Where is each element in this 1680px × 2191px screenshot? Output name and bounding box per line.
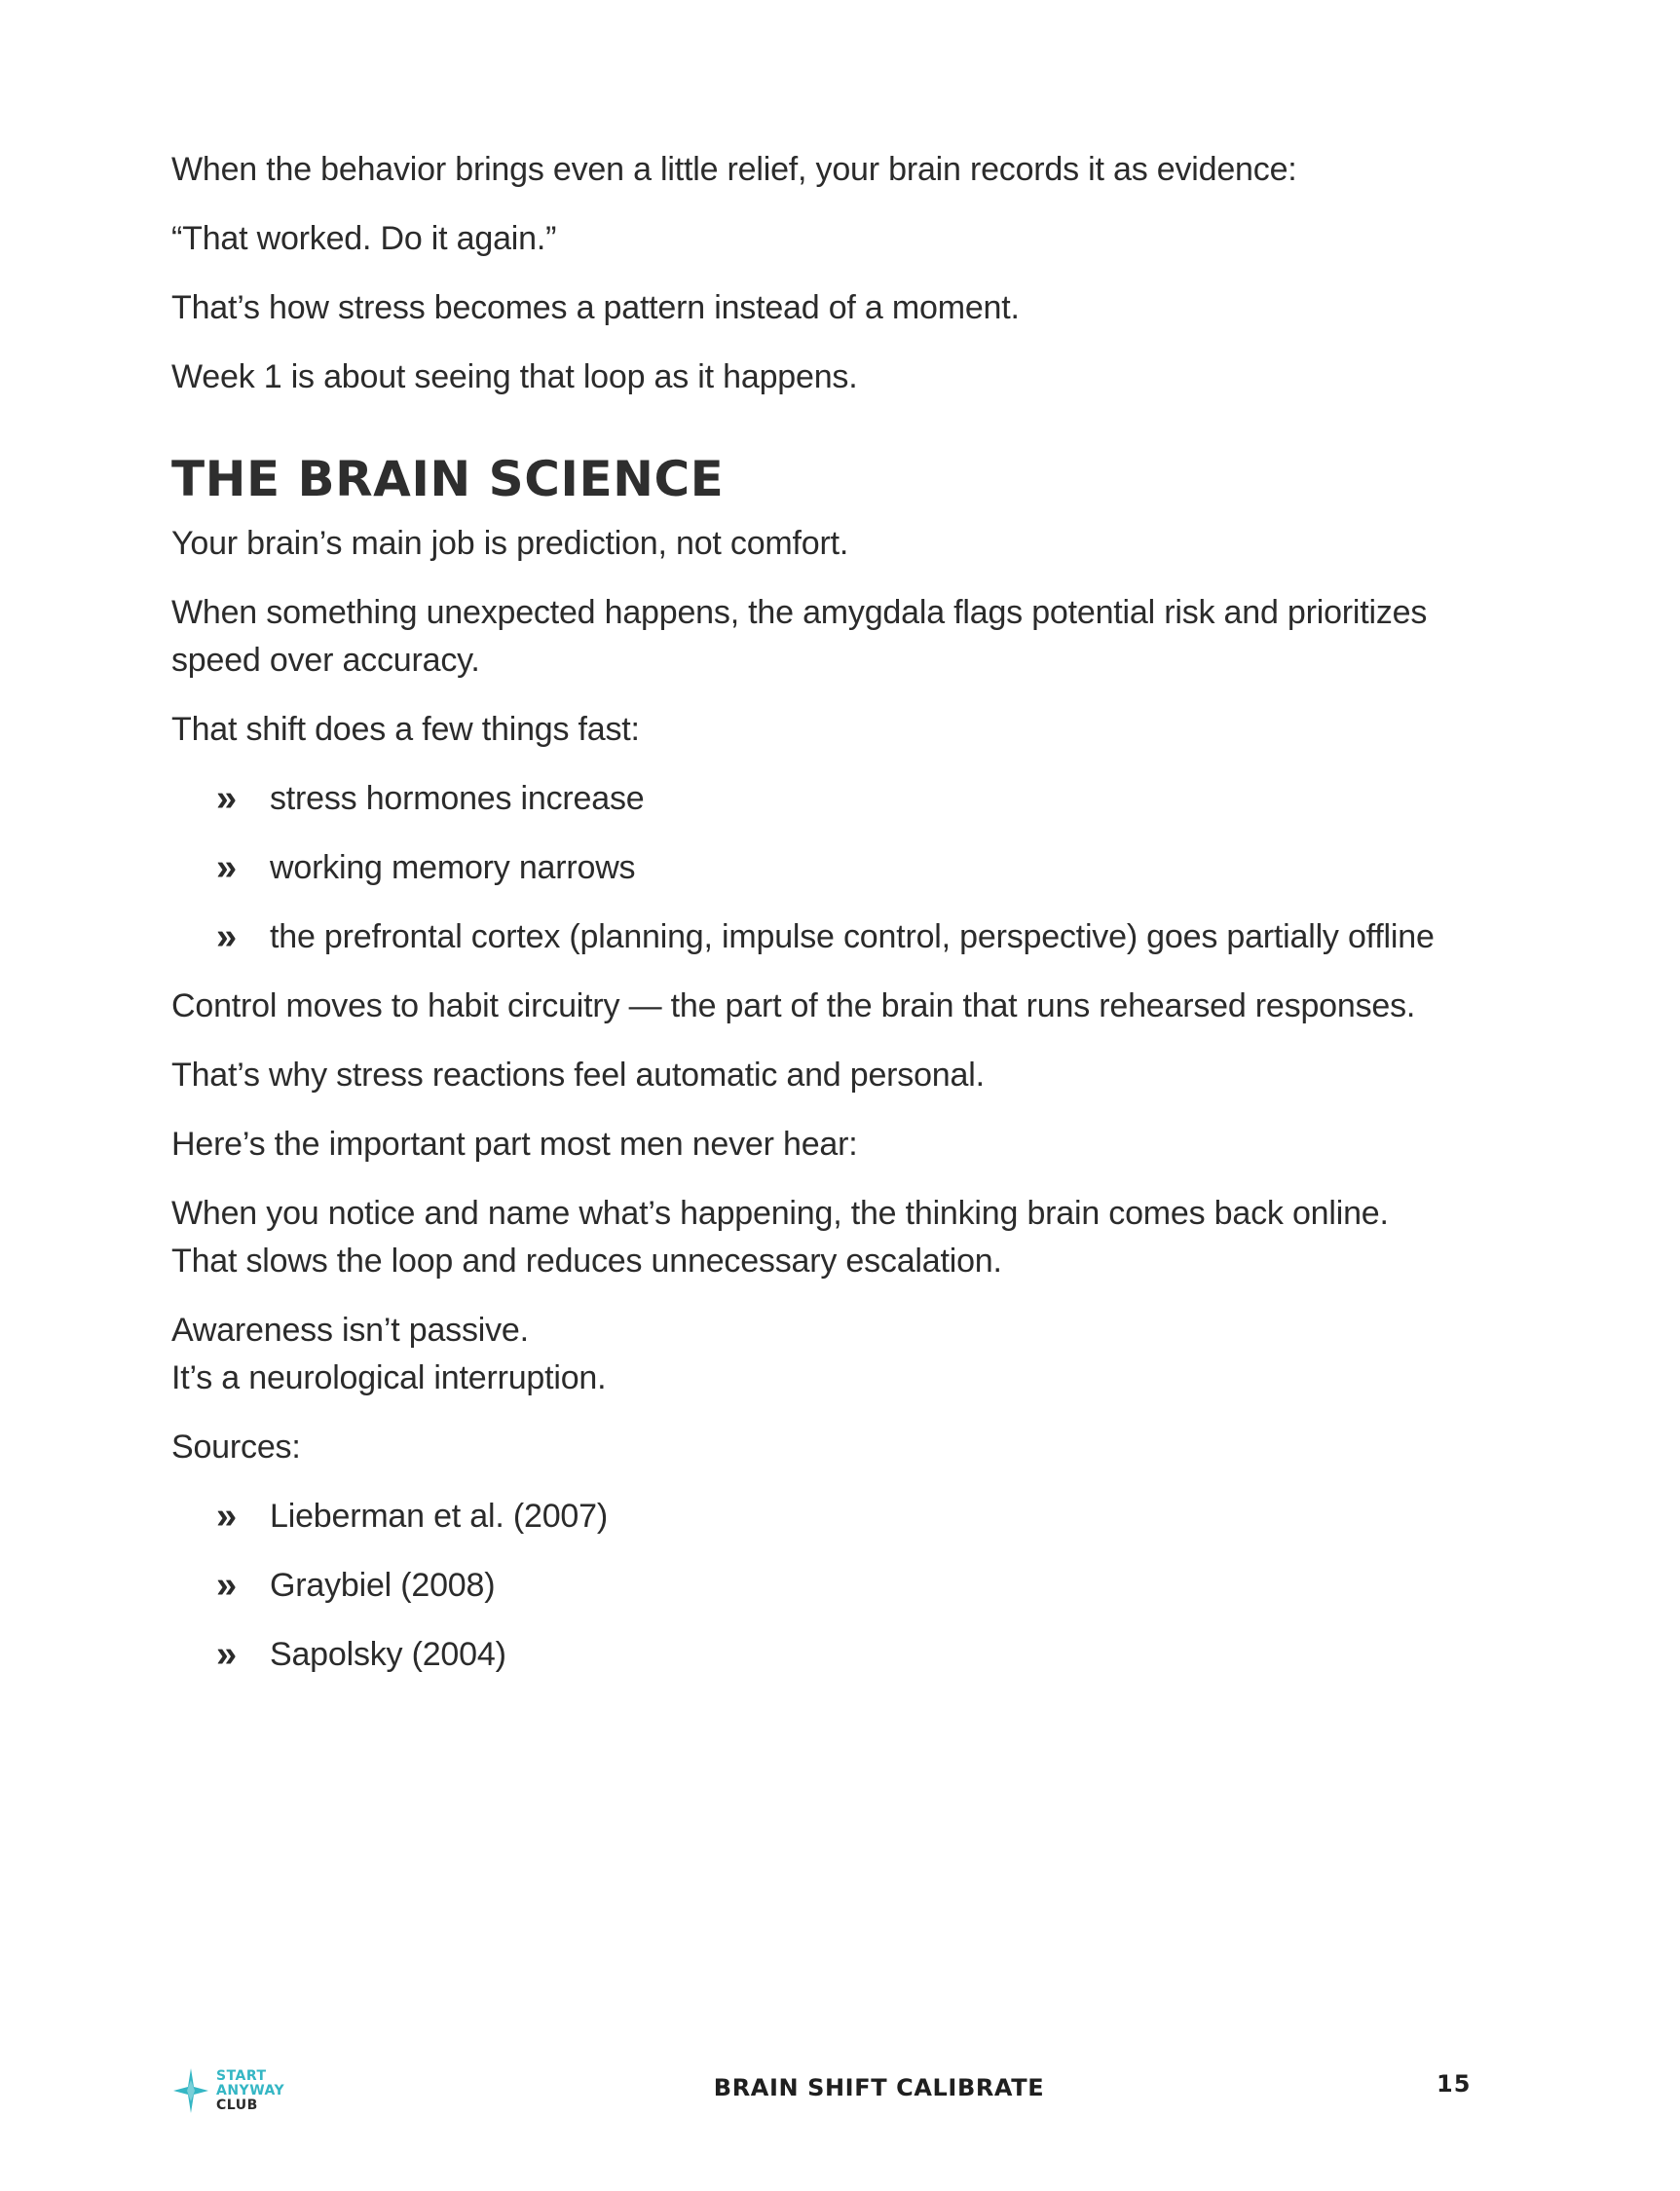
double-chevron-icon: »	[216, 847, 237, 888]
double-chevron-icon: »	[216, 1634, 237, 1675]
logo-line-club: CLUB	[216, 2097, 258, 2113]
page-content	[171, 146, 1515, 1700]
science-paragraph-7-line-1: When you notice and name what’s happening, the thinking brain comes back online.	[171, 1195, 1389, 1232]
effect-text: stress hormones increase	[270, 780, 645, 817]
list-item	[171, 1562, 1515, 1610]
page-number: 15	[1437, 2070, 1472, 2098]
science-paragraph-7	[171, 1190, 1515, 1285]
logo-line-start: START	[216, 2067, 267, 2084]
effect-text: the prefrontal cortex (planning, impulse control, perspective) goes partially offline	[270, 918, 1435, 955]
sources-label: Sources:	[171, 1429, 301, 1466]
double-chevron-icon: »	[216, 916, 237, 957]
science-paragraph-7-line-2: That slows the loop and reduces unnecessary escalation.	[171, 1243, 1002, 1280]
intro-paragraph-4: Week 1 is about seeing that loop as it happens.	[171, 358, 858, 395]
intro-paragraph-3: That’s how stress becomes a pattern instead of a moment.	[171, 289, 1020, 326]
science-paragraph-2: When something unexpected happens, the amygdala flags potential risk and prioritizes speed over accuracy.	[171, 594, 1428, 679]
logo-line-anyway: ANYWAY	[216, 2082, 285, 2098]
science-paragraph-8-line-1: Awareness isn’t passive.	[171, 1312, 529, 1349]
science-paragraph-4: Control moves to habit circuitry — the part of the brain that runs rehearsed responses.	[171, 987, 1416, 1024]
science-paragraph-6: Here’s the important part most men never hear:	[171, 1126, 858, 1163]
double-chevron-icon: »	[216, 1565, 237, 1606]
intro-paragraph-1: When the behavior brings even a little relief, your brain records it as evidence:	[171, 151, 1297, 188]
intro-quote: “That worked. Do it again.”	[171, 220, 557, 257]
footer-title: BRAIN SHIFT CALIBRATE	[713, 2074, 1045, 2101]
list-item	[171, 844, 1515, 892]
effect-text: working memory narrows	[270, 849, 636, 886]
science-paragraph-1: Your brain’s main job is prediction, not comfort.	[171, 525, 849, 562]
science-paragraph-8-line-2: It’s a neurological interruption.	[171, 1359, 607, 1396]
science-paragraph-3: That shift does a few things fast:	[171, 711, 640, 748]
sources-list	[171, 1493, 1515, 1679]
list-item	[171, 913, 1515, 961]
effects-list	[171, 775, 1515, 961]
science-paragraph-8	[171, 1307, 1515, 1402]
source-text: Lieberman et al. (2007)	[270, 1498, 608, 1535]
double-chevron-icon: »	[216, 778, 237, 819]
list-item	[171, 1631, 1515, 1679]
source-text: Graybiel (2008)	[270, 1567, 496, 1604]
list-item	[171, 775, 1515, 823]
source-text: Sapolsky (2004)	[270, 1636, 506, 1673]
science-paragraph-5: That’s why stress reactions feel automatic and personal.	[171, 1057, 985, 1094]
section-heading: THE BRAIN SCIENCE	[171, 451, 725, 507]
page-footer	[0, 2064, 1680, 2123]
list-item	[171, 1493, 1515, 1541]
double-chevron-icon: »	[216, 1496, 237, 1537]
